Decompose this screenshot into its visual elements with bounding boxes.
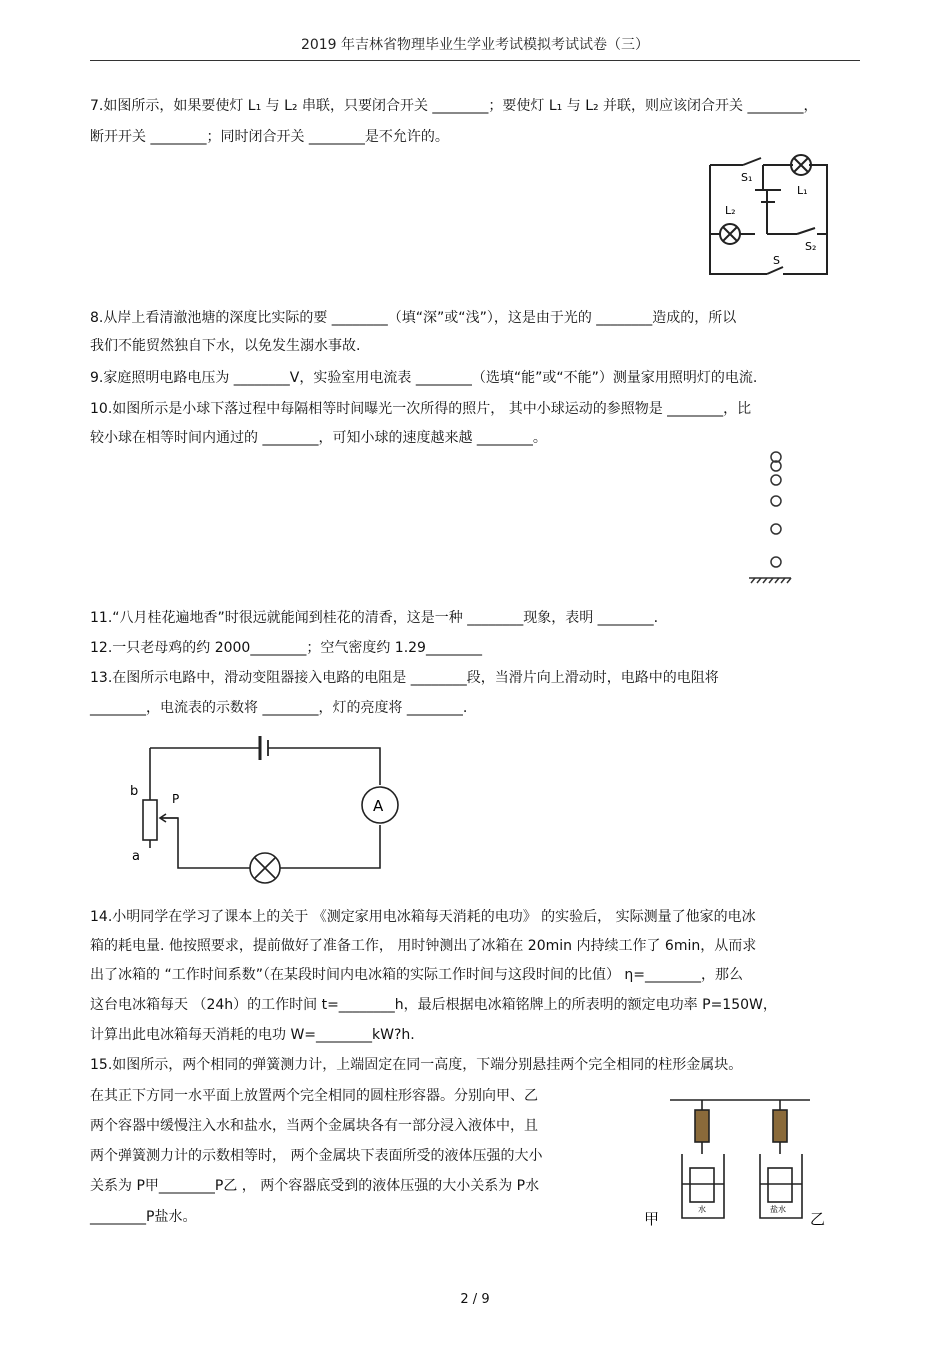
q10-line-1: 10.如图所示是小球下落过程中每隔相等时间曝光一次所得的照片， 其中小球运动的参照物是 ________，比 [90, 401, 752, 417]
q13-label-a: a [132, 849, 140, 864]
q11-line-1: 11.“八月桂花遍地香”时很远就能闻到桂花的清香，这是一种 ________现象，表明 ________. [90, 610, 659, 626]
q7-circuit-figure [705, 150, 835, 280]
q7-line-1: 7.如图所示，如果要使灯 L₁ 与 L₂ 串联，只要闭合开关 ________；要使灯 L₁ 与 L₂ 并联，则应该闭合开关 ________， [90, 98, 818, 114]
q15-label-water: 水 [698, 1205, 706, 1214]
q13-label-ammeter: A [373, 797, 384, 815]
q14-line-3: 出了冰箱的 “工作时间系数”（在某段时间内电冰箱的实际工作时间与这段时间的比值） η=________，那么 [90, 967, 744, 983]
q13-label-b: b [130, 784, 139, 799]
q14-line-2: 箱的耗电量. 他按照要求，提前做好了准备工作， 用时钟测出了冰箱在 20min 内持续工作了 6min，从而求 [90, 938, 757, 954]
page-number: 2 / 9 [460, 1292, 490, 1307]
q13-label-p: P [172, 792, 180, 806]
q15-label-brine: 盐水 [770, 1205, 786, 1214]
page-header: 2019 年吉林省物理毕业生学业考试模拟考试试卷（三） [300, 37, 650, 53]
q7-label-s: S [773, 254, 780, 267]
q15-label-jia: 甲 [644, 1210, 660, 1228]
q7-label-s2: S₂ [805, 240, 817, 253]
q15-line-1: 15.如图所示，两个相同的弹簧测力计，上端固定在同一高度，下端分别悬挂两个完全相同的柱形金属块。 [90, 1057, 743, 1073]
q15-line-3: 两个容器中缓慢注入水和盐水，当两个金属块各有一部分浸入液体中，且 [90, 1118, 538, 1134]
q15-spring-scale-figure [640, 1088, 840, 1238]
q12-line-1: 12.一只老母鸡的约 2000________；空气密度约 1.29________ [90, 640, 482, 656]
q10-falling-ball-figure [745, 448, 795, 588]
q15-line-4: 两个弹簧测力计的示数相等时， 两个金属块下表面所受的液体压强的大小 [90, 1148, 543, 1164]
q14-line-5: 计算出此电冰箱每天消耗的电功 W=________kW?h. [90, 1027, 415, 1043]
q15-line-6: ________P盐水。 [90, 1209, 197, 1225]
q8-line-2: 我们不能贸然独自下水，以免发生溺水事故. [90, 338, 361, 354]
q7-label-l1: L₁ [797, 184, 808, 197]
q15-line-2: 在其正下方同一水平面上放置两个完全相同的圆柱形容器。分别向甲、乙 [90, 1088, 538, 1104]
q10-line-2: 较小球在相等时间内通过的 ________，可知小球的速度越来越 ________。 [90, 430, 547, 446]
q13-circuit-figure [120, 730, 400, 890]
q15-line-5: 关系为 P甲________P乙 ， 两个容器底受到的液体压强的大小关系为 P水 [90, 1178, 540, 1194]
q8-line-1: 8.从岸上看清澈池塘的深度比实际的要 ________（填“深”或“浅”），这是由于光的 ________造成的，所以 [90, 310, 737, 326]
q7-label-s1: S₁ [741, 171, 753, 184]
q9-line-1: 9.家庭照明电路电压为 ________V，实验室用电流表 ________（选填“能”或“不能”）测量家用照明灯的电流. [90, 370, 758, 386]
q15-label-yi: 乙 [810, 1210, 826, 1228]
header-rule [90, 60, 860, 61]
q14-line-1: 14.小明同学在学习了课本上的关于 《测定家用电冰箱每天消耗的电功》 的实验后， 实际测量了他家的电冰 [90, 909, 756, 925]
q14-line-4: 这台电冰箱每天 （24h）的工作时间 t=________h，最后根据电冰箱铭牌上的所表明的额定电功率 P=150W， [90, 997, 777, 1013]
q13-line-2: ________，电流表的示数将 ________，灯的亮度将 ________. [90, 700, 468, 716]
q7-line-2: 断开开关 ________；同时闭合开关 ________是不允许的。 [90, 129, 449, 145]
q13-line-1: 13.在图所示电路中，滑动变阻器接入电路的电阻是 ________段，当滑片向上滑动时，电路中的电阻将 [90, 670, 719, 686]
q7-label-l2: L₂ [725, 204, 736, 217]
